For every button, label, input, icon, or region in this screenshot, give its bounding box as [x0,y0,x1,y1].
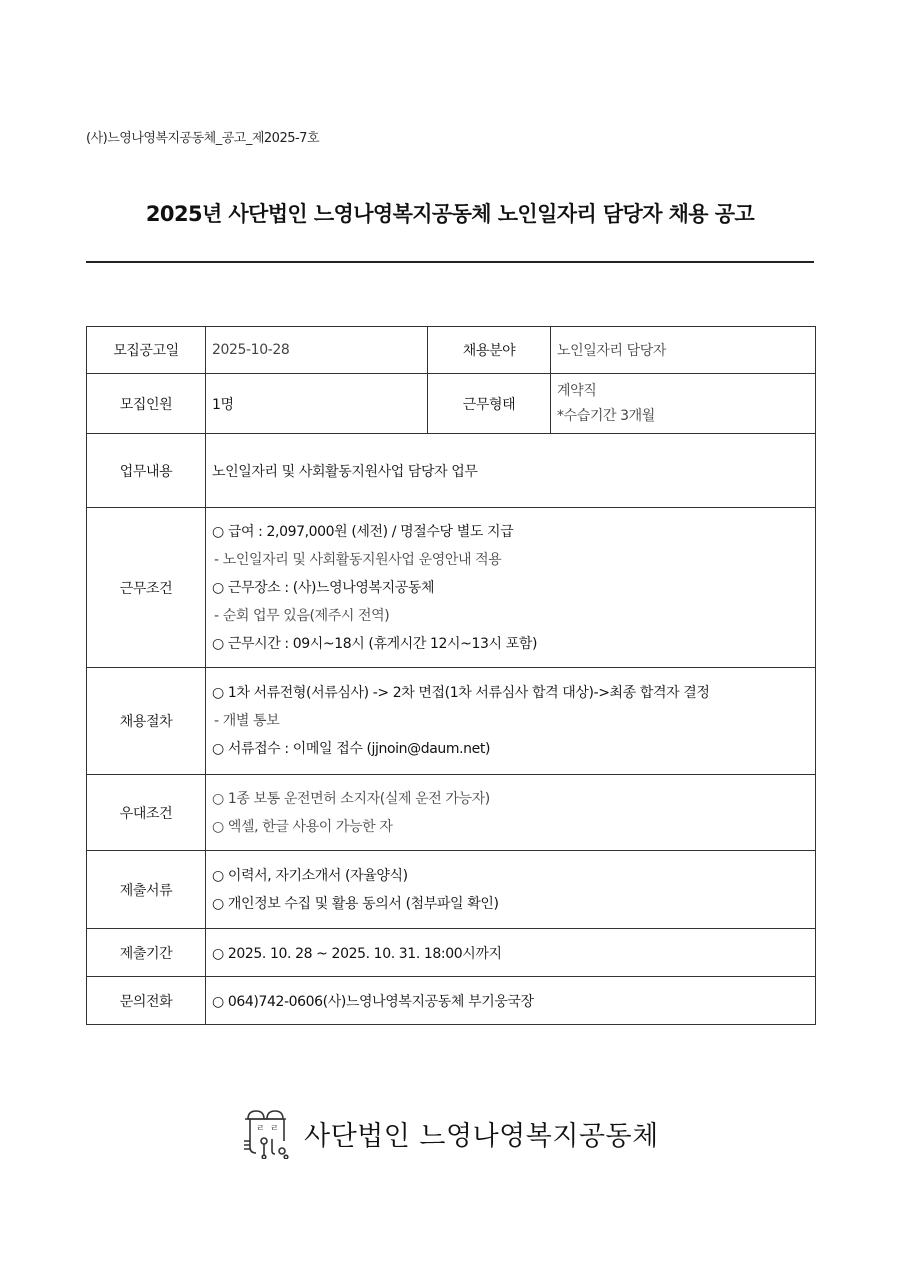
recruitment-info-table [86,326,816,1025]
headcount-value: 1명 [206,374,428,434]
probation-line: *수습기간 3개월 [557,407,655,424]
page-title: 2025년 사단법인 느영나영복지공동체 노인일자리 담당자 채용 공고 [145,202,755,226]
svg-text:ㄹ: ㄹ [256,1124,265,1134]
preferred-label: 우대조건 [87,775,206,851]
work-conditions-label: 근무조건 [87,508,206,668]
documents-line: ○ 개인정보 수집 및 활용 동의서 (첨부파일 확인) [212,895,499,912]
table-row [87,977,816,1025]
employment-type-label: 근무형태 [428,374,551,434]
table-row [87,508,816,668]
procedure-value [206,668,816,775]
footer-signature [242,1105,659,1161]
table-row [87,668,816,775]
documents-label: 제출서류 [87,851,206,929]
work-hours-line: ○ 근무시간 : 09시~18시 (휴게시간 12시~13시 포함) [212,635,538,652]
procedure-steps-line: ○ 1차 서류전형(서류심사) -> 2차 면접(1차 서류심사 합격 대상)->최종 합격자 결정 [212,685,710,701]
svg-text:ㄹ: ㄹ [270,1124,279,1134]
title-divider [86,261,814,263]
table-row [87,374,816,434]
organization-name: 사단법인 느영나영복지공동체 [304,1120,659,1152]
contact-label: 문의전화 [87,977,206,1025]
table-row [87,434,816,508]
preferred-line: ○ 엑셀, 한글 사용이 가능한 자 [212,818,393,835]
workplace-line: ○ 근무장소 : (사)느영나영복지공동체 [212,579,435,596]
procedure-note-line: - 개별 통보 [214,713,280,729]
documents-value [206,851,816,929]
period-value: ○ 2025. 10. 28 ~ 2025. 10. 31. 18:00시까지 [206,929,816,977]
document-code: (사)느영나영복지공동체_공고_제2025-7호 [86,131,320,146]
table-row [87,327,816,374]
salary-line: ○ 급여 : 2,097,000원 (세전) / 명절수당 별도 지급 [212,523,514,540]
preferred-value [206,775,816,851]
application-email-line[interactable]: ○ 서류접수 : 이메일 접수 (jjnoin@daum.net) [212,741,491,757]
contact-value: ○ 064)742-0606(사)느영나영복지공동체 부기웅국장 [206,977,816,1025]
employment-type-line: 계약직 [557,382,597,399]
employment-type-value [551,374,816,434]
table-row [87,929,816,977]
table-row [87,775,816,851]
duties-value: 노인일자리 및 사회활동지원사업 담당자 업무 [206,434,816,508]
duties-label: 업무내용 [87,434,206,508]
documents-line: ○ 이력서, 자기소개서 (자율양식) [212,867,408,884]
recruit-field-label: 채용분야 [428,327,551,374]
posting-date-label: 모집공고일 [87,327,206,374]
salary-note-line: - 노인일자리 및 사회활동지원사업 운영안내 적용 [214,551,502,568]
posting-date-value: 2025-10-28 [206,327,428,374]
preferred-line: ○ 1종 보통 운전면허 소지자(실제 운전 가능자) [212,790,490,807]
work-conditions-value [206,508,816,668]
recruit-field-value: 노인일자리 담당자 [551,327,816,374]
headcount-label: 모집인원 [87,374,206,434]
table-row [87,851,816,929]
workplace-note-line: - 순회 업무 있음(제주시 전역) [214,607,390,624]
procedure-label: 채용절차 [87,668,206,775]
period-label: 제출기간 [87,929,206,977]
organization-logo-icon [242,1107,292,1159]
